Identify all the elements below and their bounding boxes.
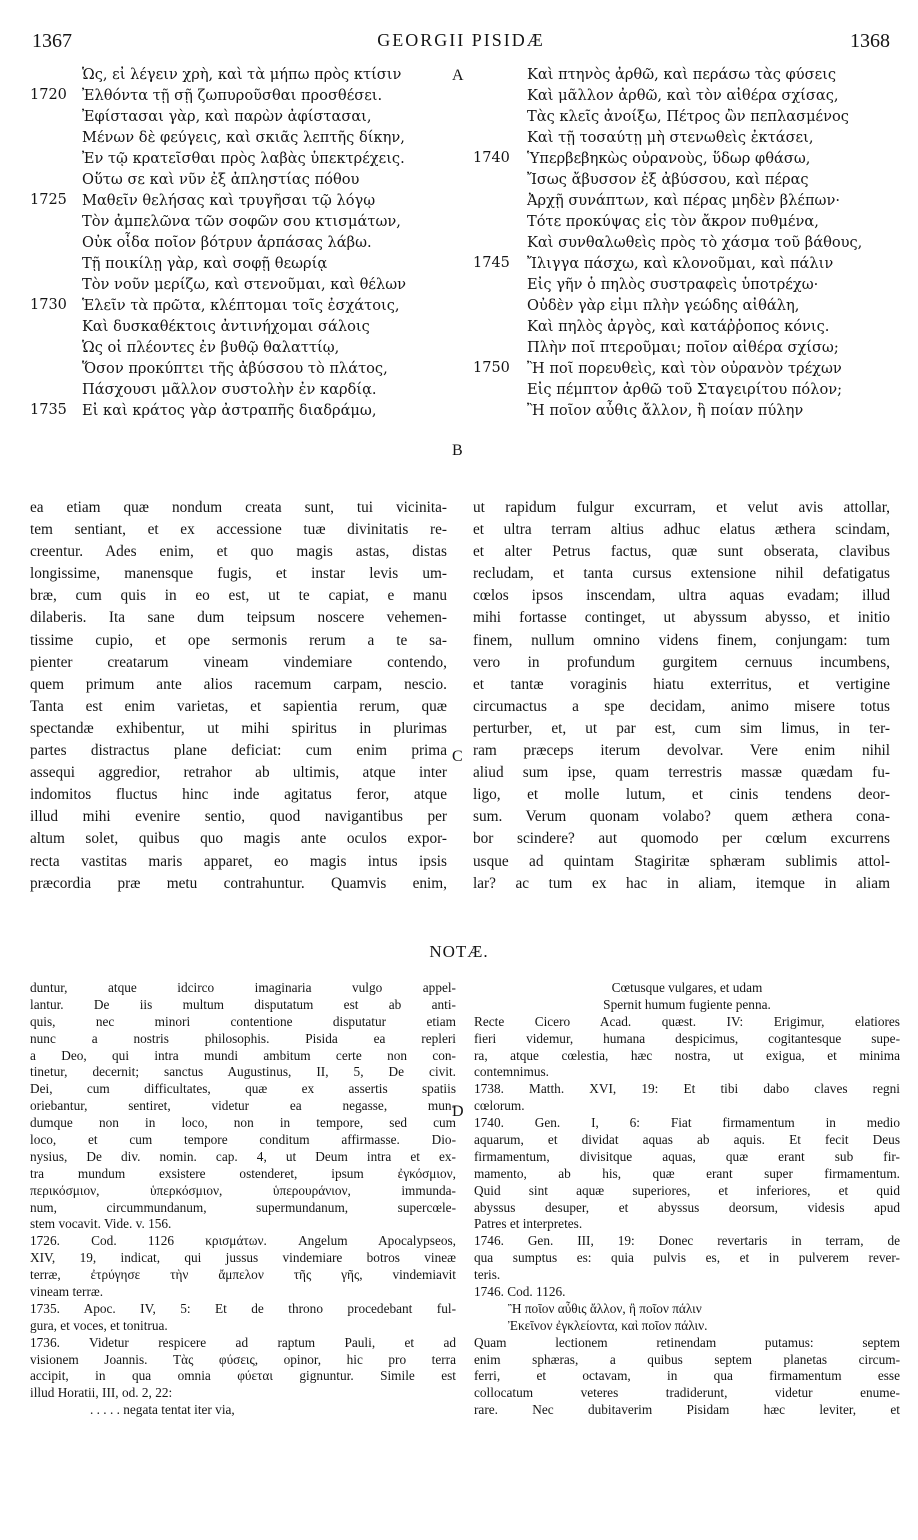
note-line: Spernit humum fugiente penna. xyxy=(603,996,771,1012)
note-line: vineam terræ. xyxy=(30,1284,104,1300)
verse-line xyxy=(475,295,890,316)
verse-text: Ἀρχῇ συνάπτων, καὶ πέρας μηδὲν βλέπων· xyxy=(527,192,840,209)
verse-line xyxy=(475,232,890,253)
section-marker-a: A xyxy=(452,67,464,84)
verse-line xyxy=(475,274,890,295)
verse-line xyxy=(475,85,890,106)
latin-line: tissime cupio, et ope sermonis rerum a te sa- xyxy=(30,631,447,649)
note-line: Quid sint aquæ superiores, et inferiores, et quid xyxy=(474,1182,900,1198)
verse-line xyxy=(30,316,460,337)
note-line: num, circummundanum, supermundanum, supercœle- xyxy=(30,1199,456,1215)
verse-text: Καὶ πτηνὸς ἀρθῶ, καὶ περάσω τὰς φύσεις xyxy=(527,66,837,83)
verse-line xyxy=(30,64,460,85)
note-line: fieri videmur, humana despicimus, cogitantesque supe- xyxy=(474,1030,900,1046)
note-line: firmamentum, divisitque aquas, quæ erant sub fir- xyxy=(474,1148,900,1164)
verse-text: Οὐδὲν γὰρ εἰμι πλὴν γεώδης αἰθάλη, xyxy=(527,297,800,314)
verse-line xyxy=(30,211,460,232)
note-line: illud Horatii, III, od. 2, 22: xyxy=(30,1385,173,1401)
note-line: tra mundum exsistere ostenderet, ipsum ἐγκόσμιον, xyxy=(30,1165,456,1181)
verse-text: Καὶ δυσκαθέκτοις ἀντινήχομαι σάλοις xyxy=(82,318,370,335)
note-line: nysius, De div. nomin. cap. 4, ut Deum intra et ex- xyxy=(30,1148,456,1164)
latin-line: ram præceps iterum devolvar. Vere enim nihil xyxy=(473,742,890,760)
latin-line: spectandæ exhibentur, ut mihi spiritus in plurimas xyxy=(30,719,447,737)
greek-column-right xyxy=(475,64,890,421)
verse-text: Πλὴν ποῖ πτεροῦμαι; ποῖον αἰθέρα σχίσω; xyxy=(527,339,839,356)
note-line: Ἢ ποῖον αὖθις ἄλλον, ἢ ποῖον πάλιν xyxy=(508,1300,702,1316)
verse-number: 1735 xyxy=(30,402,67,418)
verse-number: 1745 xyxy=(473,255,510,271)
note-line: contemnimus. xyxy=(474,1064,549,1080)
latin-line: bræ, cum quis in eo est, ut te capiat, e manu xyxy=(30,587,447,605)
note-line: Quam lectionem retinendam putamus: septem xyxy=(474,1334,900,1350)
latin-line: aliud sum ipse, quam terrestris massæ quædam fu- xyxy=(473,764,890,782)
verse-line xyxy=(475,211,890,232)
verse-line xyxy=(30,190,460,211)
verse-line xyxy=(475,127,890,148)
verse-line xyxy=(30,337,460,358)
verse-line xyxy=(30,274,460,295)
verse-line xyxy=(475,64,890,85)
note-line: gura, et voces, et tonitrua. xyxy=(30,1317,168,1333)
latin-line: creentur. Ades enim, et quo magis astas, distas xyxy=(30,543,447,561)
verse-number: 1720 xyxy=(30,87,67,103)
note-line: cœlorum. xyxy=(474,1098,525,1114)
latin-line: et ultra terram altius adhuc elatus æthera scindam, xyxy=(473,521,890,539)
verse-text: Ἐν τῷ κρατεῖσθαι πρὸς λαβὰς ὑπεκτρέχεις. xyxy=(82,150,405,167)
note-line: 1736. Videtur respicere ad raptum Pauli, et ad xyxy=(30,1334,456,1350)
note-line: tinetur, decernit; sanctus Augustinus, II, 5, De civit. xyxy=(30,1064,456,1080)
latin-line: assequi aggredior, retrahor ab ultimis, atque inter xyxy=(30,764,447,782)
verse-text: Καὶ συνθαλωθεὶς πρὸς τὸ χάσμα τοῦ βάθους, xyxy=(527,234,863,251)
note-line: lantur. De iis multum disputatum est ab anti- xyxy=(30,996,456,1012)
latin-line: altum solet, quibus quo magis ante oculos expor- xyxy=(30,830,447,848)
note-line: . . . . . negata tentat iter via, xyxy=(90,1402,235,1418)
note-line: duntur, atque idcirco imaginaria vulgo appel- xyxy=(30,980,456,995)
verse-text: Καὶ πηλὸς ἀργὸς, καὶ κατάῤῥοπος κόνις. xyxy=(527,318,830,335)
verse-text: Ἢ ποῖ πορευθεὶς, καὶ τὸν οὐρανὸν τρέχων xyxy=(527,360,842,377)
latin-line: partes distractus plane deficiat: cum enim prima xyxy=(30,742,447,760)
notes-column-right xyxy=(474,980,900,1419)
latin-line: et alter Petrus factus, quæ sunt obserata, clavibus xyxy=(473,543,890,561)
verse-line xyxy=(475,253,890,274)
page-number-right: 1368 xyxy=(850,30,890,52)
verse-number: 1740 xyxy=(473,150,510,166)
latin-line: sum. Verum quonam volabo? quem æthera cona- xyxy=(473,808,890,826)
latin-column-left xyxy=(30,497,447,895)
section-marker-b: B xyxy=(452,442,463,459)
verse-text: Ἑλεῖν τὰ πρῶτα, κλέπτομαι τοῖς ἐσχάτοις, xyxy=(82,297,400,314)
verse-line xyxy=(475,190,890,211)
note-line: Cœtusque vulgares, et udam xyxy=(611,980,763,995)
note-line: collocatum veteres tradiderunt, videtur enume- xyxy=(474,1385,900,1401)
verse-line xyxy=(475,169,890,190)
verse-text: Ὡς οἱ πλέοντες ἐν βυθῷ θαλαττίῳ, xyxy=(82,339,340,356)
verse-text: Ὅσον προκύπτει τῆς ἀβύσσου τὸ πλάτος, xyxy=(82,360,388,377)
latin-line: ea etiam quæ nondum creata sunt, tui vicinita- xyxy=(30,499,447,516)
note-line: mamento, ab his, quæ erant super firmamentum. xyxy=(474,1165,900,1181)
verse-text: Εἰς πέμπτον ἀρθῶ τοῦ Σταγειρίτου πόλον; xyxy=(527,381,843,398)
latin-line: illud mihi evenire sentio, quod navigantibus per xyxy=(30,808,447,826)
latin-line: perturber, et, ut par est, cum sim limus, in ter- xyxy=(473,719,890,737)
latin-line: pienter creatarum vineam vindemiare contendo, xyxy=(30,653,447,671)
note-line: enim sphæras, a quibus septem planetas circum- xyxy=(474,1351,900,1367)
note-line: XIV, 19, indicat, qui jussus vindemiare botros vineæ xyxy=(30,1250,456,1266)
latin-line: et tantæ voraginis hiatu exterritus, et vertigine xyxy=(473,675,890,693)
latin-line: circumactus a spe decidam, animo misere totus xyxy=(473,697,890,715)
latin-line: cœlos ipsos inscendam, ultra aquas evadam; illud xyxy=(473,587,890,605)
latin-column-right xyxy=(473,497,890,895)
verse-line xyxy=(475,337,890,358)
note-line: quis, nec minori contentione disputatur etiam xyxy=(30,1013,456,1029)
verse-text: Ἐφίστασαι γὰρ, καὶ παρὼν ἀφίστασαι, xyxy=(82,108,372,125)
verse-text: Τὸν νοῦν μερίζω, καὶ στενοῦμαι, καὶ θέλων xyxy=(82,276,407,293)
latin-line: ligo, et molle lutum, et cinis tendens deor- xyxy=(473,786,890,804)
verse-text: Τότε προκύψας εἰς τὸν ἄκρον πυθμένα, xyxy=(527,213,819,230)
page-number-left: 1367 xyxy=(32,30,72,52)
latin-line: mihi fortasse continget, ut abyssum abysso, et initio xyxy=(473,609,890,627)
note-line: a Deo, qui intra mundi ambitum certe non con- xyxy=(30,1047,456,1063)
note-line: Recte Cicero Acad. quæst. IV: Erigimur, elatiores xyxy=(474,1013,900,1029)
latin-line: usque ad quintam Stagiritæ sphæram sublimis attol- xyxy=(473,852,890,870)
verse-line xyxy=(475,148,890,169)
running-title: GEORGII PISIDÆ xyxy=(377,30,545,50)
note-line: Patres et interpretes. xyxy=(474,1216,583,1232)
verse-text: Μένων δὲ φεύγεις, καὶ σκιᾶς λεπτῆς δίκην, xyxy=(82,129,405,146)
latin-line: longissime, manensque fugis, et instar levis um- xyxy=(30,565,447,583)
latin-line: vero in profundum gurgitem cernuus incumbens, xyxy=(473,653,890,671)
verse-line xyxy=(30,127,460,148)
verse-text: Ὑπερβεβηκὼς οὐρανοὺς, ὕδωρ φθάσω, xyxy=(527,150,811,167)
running-header xyxy=(32,30,890,56)
latin-line: recludam, et tanta cursus extensione nihil defatigatus xyxy=(473,565,890,583)
note-line: 1735. Apoc. IV, 5: Et de throno procedebant ful- xyxy=(30,1300,456,1316)
latin-line: bor scindere? aut quomodo per cœlum excurrens xyxy=(473,830,890,848)
latin-line: lar? ac tum ex hac in aliam, itemque in aliam xyxy=(473,874,890,892)
verse-text: Ἢ ποῖον αὖθις ἄλλον, ἢ ποίαν πύλην xyxy=(527,402,804,419)
verse-line xyxy=(30,400,460,421)
note-line: 1738. Matth. XVI, 19: Et tibi dabo claves regni xyxy=(474,1081,900,1097)
section-marker-c: C xyxy=(452,748,463,765)
latin-line: quem primum ante alios racemum carpam, nescio. xyxy=(30,675,447,693)
note-line: terræ, ἐτρύγησε τὴν ἄμπελον τῆς γῆς, vindemiavit xyxy=(30,1267,456,1283)
latin-line: recta vastitas maris apparet, eo magis intus ipsis xyxy=(30,852,447,870)
verse-text: Εἰ καὶ κράτος γὰρ ἀστραπῆς διαδράμω, xyxy=(82,402,377,419)
verse-text: Ὡς, εἰ λέγειν χρὴ, καὶ τὰ μήπω πρὸς κτίσιν xyxy=(82,66,402,83)
verse-text: Καὶ τῇ τοσαύτῃ μὴ στενωθεὶς ἐκτάσει, xyxy=(527,129,814,146)
verse-text: Πάσχουσι μᾶλλον συστολὴν ἐν καρδίᾳ. xyxy=(82,381,377,398)
verse-text: Μαθεῖν θελήσας καὶ τρυγῆσαι τῷ λόγῳ xyxy=(82,192,376,209)
note-line: 1746. Gen. III, 19: Donec revertaris in terram, de xyxy=(474,1233,900,1249)
verse-text: Τὸν ἀμπελῶνα τῶν σοφῶν σου κτισμάτων, xyxy=(82,213,401,230)
latin-line: finem, nullum omnino videns finem, conjungam: tum xyxy=(473,631,890,649)
verse-line xyxy=(475,358,890,379)
note-line: 1740. Gen. I, 6: Fiat firmamentum in medio xyxy=(474,1115,900,1131)
verse-line xyxy=(30,106,460,127)
section-marker-d: D xyxy=(452,1103,464,1120)
verse-line xyxy=(30,232,460,253)
note-line: aquarum, et dividat aquas ab aquis. Et fecit Deus xyxy=(474,1132,900,1148)
verse-line xyxy=(30,169,460,190)
note-line: Dei, cum difficultates, quæ ex assertis spatiis xyxy=(30,1081,456,1097)
verse-number: 1725 xyxy=(30,192,67,208)
verse-line xyxy=(30,148,460,169)
latin-line: tem sentiant, et ex accessione tuæ divinitatis re- xyxy=(30,521,447,539)
verse-number: 1750 xyxy=(473,360,510,376)
note-line: Ἐκεῖνον ἐγκλείοντα, καὶ ποῖον πάλιν. xyxy=(508,1317,708,1333)
note-line: qua sumptus es: quia pulvis es, et in pulverem rever- xyxy=(474,1250,900,1266)
greek-verse-section xyxy=(30,64,890,484)
note-line: 1726. Cod. 1126 κρισμάτων. Angelum Apocalypseos, xyxy=(30,1233,456,1249)
note-line: περικόσμιον, ὑπερκόσμιον, ὑπερουράνιον, immunda- xyxy=(30,1182,456,1198)
note-line: oriebantur, sentiret, videtur ea negasse, mun- xyxy=(30,1098,456,1114)
note-line: rare. Nec dubitaverim Pisidam hæc leviter, et xyxy=(474,1402,900,1418)
note-line: loco, et cum tempore conditum affirmasse. Dio- xyxy=(30,1132,456,1148)
verse-text: Τῇ ποικίλῃ γὰρ, καὶ σοφῇ θεωρίᾳ xyxy=(82,255,328,272)
notes-column-left xyxy=(30,980,456,1419)
verse-line xyxy=(30,295,460,316)
verse-number: 1730 xyxy=(30,297,67,313)
note-line: teris. xyxy=(474,1267,501,1283)
latin-line: dilaberis. Ita sane dum teipsum noscere vehemen- xyxy=(30,609,447,627)
verse-text: Ἐλθόντα τῇ σῇ ζωπυροῦσθαι προσθέσει. xyxy=(82,87,383,104)
verse-line xyxy=(30,358,460,379)
verse-line xyxy=(30,85,460,106)
note-line: 1746. Cod. 1126. xyxy=(474,1284,566,1300)
note-line: dumque non in loco, non in tempore, sed cum xyxy=(30,1115,456,1131)
note-line: ra, atque cœlestia, hæc nostra, ut exigua, et minima xyxy=(474,1047,900,1063)
verse-text: Ἴσως ἄβυσσον ἐξ ἀβύσσου, καὶ πέρας xyxy=(527,171,809,188)
verse-text: Ἴλιγγα πάσχω, καὶ κλονοῦμαι, καὶ πάλιν xyxy=(527,255,834,272)
verse-text: Οὕτω σε καὶ νῦν ἐξ ἀπληστίας πόθου xyxy=(82,171,360,188)
verse-text: Τὰς κλεῖς ἀνοίξω, Πέτρος ὢν πεπλασμένος xyxy=(527,108,849,125)
verse-line xyxy=(475,400,890,421)
note-line: visionem Joannis. Τὰς φύσεις, opinor, hic pro terra xyxy=(30,1351,456,1367)
latin-line: indomitos fluctus hinc inde agitatus feror, atque xyxy=(30,786,447,804)
latin-line: Tanta est enim varietas, et sapientia rerum, quæ xyxy=(30,697,447,715)
verse-text: Εἰς γῆν ὁ πηλὸς συστραφεὶς ὑποτρέχω· xyxy=(527,276,819,293)
latin-line: præcordia præ metu contrahuntur. Quamvis enim, xyxy=(30,874,447,892)
note-line: nunc a nostris philosophis. Pisida ea repleri xyxy=(30,1030,456,1046)
note-line: accipit, in qua omnia φύεται gignuntur. Simile est xyxy=(30,1368,456,1384)
verse-line xyxy=(30,379,460,400)
note-line: stem vocavit. Vide. v. 156. xyxy=(30,1216,172,1232)
latin-line: ut rapidum fulgur excurram, et velut avis attollar, xyxy=(473,499,890,516)
verse-line xyxy=(30,253,460,274)
verse-text: Οὐκ οἶδα ποῖον βότρυν ἁρπάσας λάβω. xyxy=(82,234,372,251)
notes-heading: NOTÆ. xyxy=(429,942,489,961)
verse-text: Καὶ μᾶλλον ἀρθῶ, καὶ τὸν αἰθέρα σχίσας, xyxy=(527,87,839,104)
verse-line xyxy=(475,316,890,337)
verse-line xyxy=(475,106,890,127)
greek-column-left xyxy=(30,64,460,421)
note-line: ferri, et octavam, in qua firmamentum esse xyxy=(474,1368,900,1384)
note-line: abyssus desuper, et abyssus deorsum, videsis apud xyxy=(474,1199,900,1215)
verse-line xyxy=(475,379,890,400)
